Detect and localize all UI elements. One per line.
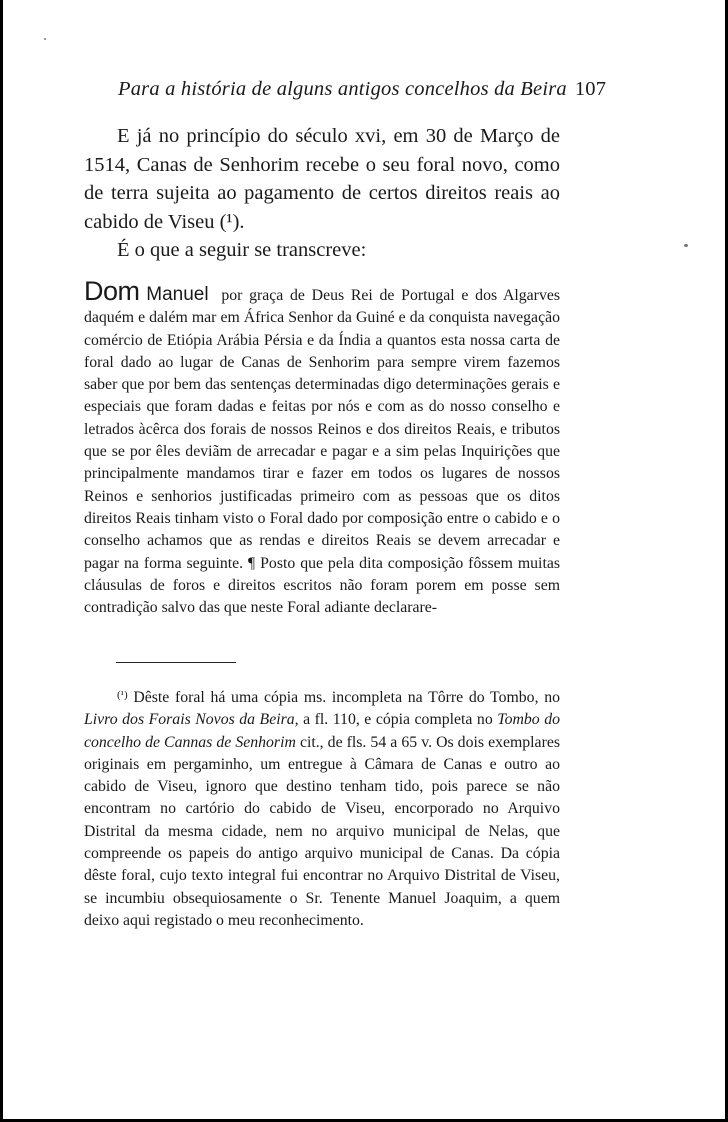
intro-section bbox=[84, 122, 560, 265]
running-header bbox=[118, 78, 607, 101]
charter-king-name: Manuel bbox=[146, 284, 209, 305]
scan-border-left bbox=[0, 0, 3, 1122]
footnote-source-title: Livro dos Forais Novos da Beira, bbox=[84, 711, 299, 729]
footnote bbox=[84, 684, 560, 932]
footnote-text: Dêste foral há uma cópia ms. incompleta na Tôrre do Tombo, no bbox=[133, 689, 560, 706]
charter-transcription bbox=[84, 276, 560, 619]
scan-speck bbox=[684, 244, 688, 247]
intro-paragraph: E já no princípio do século xvi, em 30 de Março de 1514, Canas de Senhorim recebe o seu foral novo, como de terra sujeita ao pagamento de certos direitos reais ao cabido de Viseu (¹). bbox=[84, 125, 560, 233]
footnote-text: cit., de fls. 54 a 65 v. Os dois exemplares originais em pergaminho, um entregue à Câmara de Canas e outro ao cabido de Viseu, ignoro que destino tenham tido, pois parece se não encontram no cartório do cabido de Viseu, encorporado no Arquivo Distrital da mesma cidade, nem no arquivo municipal de Nelas, que compreende os papeis do antigo arquivo municipal de Canas. Da cópia dêste foral, cujo texto integral fui encontrar no Arquivo Distrital de Viseu, se incumbiu obsequiosamente o Sr. Tenente Manuel Joaquim, a quem deixo aqui registado o meu reconhecimento. bbox=[84, 733, 560, 929]
scan-speck bbox=[44, 38, 46, 40]
running-title: Para a história de alguns antigos concelhos da Beira bbox=[118, 78, 567, 100]
footnote-marker: (¹) bbox=[117, 689, 128, 701]
intro-paragraph: É o que a seguir se transcreve: bbox=[117, 239, 367, 261]
footnote-text: a fl. 110, e cópia completa no bbox=[303, 711, 493, 729]
charter-opening-word: Dom bbox=[84, 276, 140, 306]
footnote-source-title: Tombo do concelho de Cannas de Senhorim bbox=[84, 711, 560, 751]
footnote-paragraph bbox=[84, 684, 560, 932]
footnote-separator bbox=[116, 662, 236, 663]
page-number: 107 bbox=[574, 78, 607, 100]
charter-body-text: por graça de Deus Rei de Portugal e dos Algarves daquém e dalém mar em África Senhor da Guiné e da conquista navegação comércio de Etiópia Arábia Pérsia e da Índia a quantos esta nossa carta de foral dado ao lugar de Canas de Senhorim para sempre virem fazemos saber que por bem das sentenças determinadas digo determinações gerais e especiais que foram dadas e feitas por nós e com as do nosso conselho e letrados àcêrca dos forais de nossos Reinos e dos direitos Reais, e tributos que se por êles deviãm de arrecadar e pagar e a sim pelas Inquirições que principalmente mandamos tirar e fazer em todos os lugares de nossos Reinos e senhorios justificadas primeiro com as pessoas que os ditos direitos Reais tinham visto o Foral dado por composição entre o cabido e o conselho achamos que as rendas e direitos Reais se devem arrecadar e pagar na forma seguinte. ¶ Posto que pela dita composição fôssem muitas cláusulas de foros e direitos escritos não foram porem em posse sem contradição salvo das que neste Foral adiante declarare- bbox=[84, 287, 560, 617]
